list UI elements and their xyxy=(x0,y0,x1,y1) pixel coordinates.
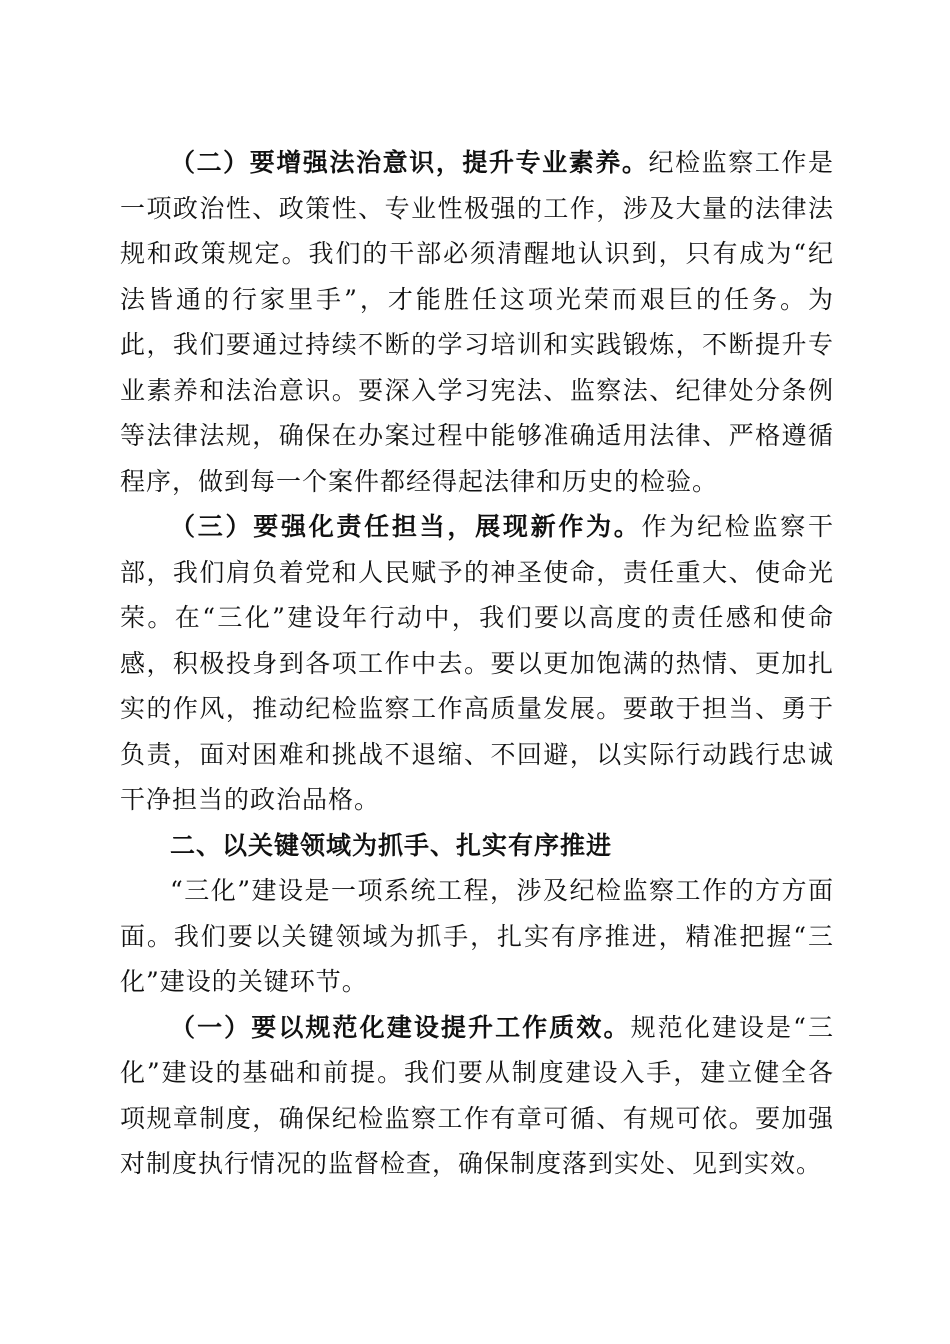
paragraph-body: 规范化建设是“三化”建设的基础和前提。我们要从制度建设入手，建立健全各项规章制度，确保纪检监察工作有章可循、有规可依。要加强对制度执行情况的监督检查，确保制度落到实处、见到实效。 xyxy=(120,1012,834,1178)
paragraph-strengthen-responsibility xyxy=(120,504,834,823)
paragraph-standardization xyxy=(120,1005,834,1187)
paragraph-body: 纪检监察工作是一项政治性、政策性、专业性极强的工作，涉及大量的法律法规和政策规定。我们的干部必须清醒地认识到，只有成为“纪法皆通的行家里手”，才能胜任这项光荣而艰巨的任务。为此，我们要通过持续不断的学习培训和实践锻炼，不断提升专业素养和法治意识。要深入学习宪法、监察法、纪律处分条例等法律法规，确保在办案过程中能够准确适用法律、严格遵循程序，做到每一个案件都经得起法律和历史的检验。 xyxy=(120,148,834,496)
paragraph-lead: （一）要以规范化建设提升工作质效。 xyxy=(170,1012,631,1042)
section-intro-paragraph: “三化”建设是一项系统工程，涉及纪检监察工作的方方面面。我们要以关键领域为抓手，扎实有序推进，精准把握“三化”建设的关键环节。 xyxy=(120,876,834,996)
paragraph-body: 作为纪检监察干部，我们肩负着党和人民赋予的神圣使命，责任重大、使命光荣。在“三化”建设年行动中，我们要以高度的责任感和使命感，积极投身到各项工作中去。要以更加饱满的热情、更加扎实的作风，推动纪检监察工作高质量发展。要敢于担当、勇于负责，面对困难和挑战不退缩、不回避，以实际行动践行忠诚干净担当的政治品格。 xyxy=(120,512,834,814)
document-page xyxy=(120,140,834,1187)
paragraph-lead: （三）要强化责任担当，展现新作为。 xyxy=(170,512,642,541)
paragraph-lead: （二）要增强法治意识，提升专业素养。 xyxy=(170,148,649,177)
section-heading: 二、以关键领域为抓手、扎实有序推进 xyxy=(170,830,613,860)
paragraph-enhance-rule-of-law xyxy=(120,140,834,504)
